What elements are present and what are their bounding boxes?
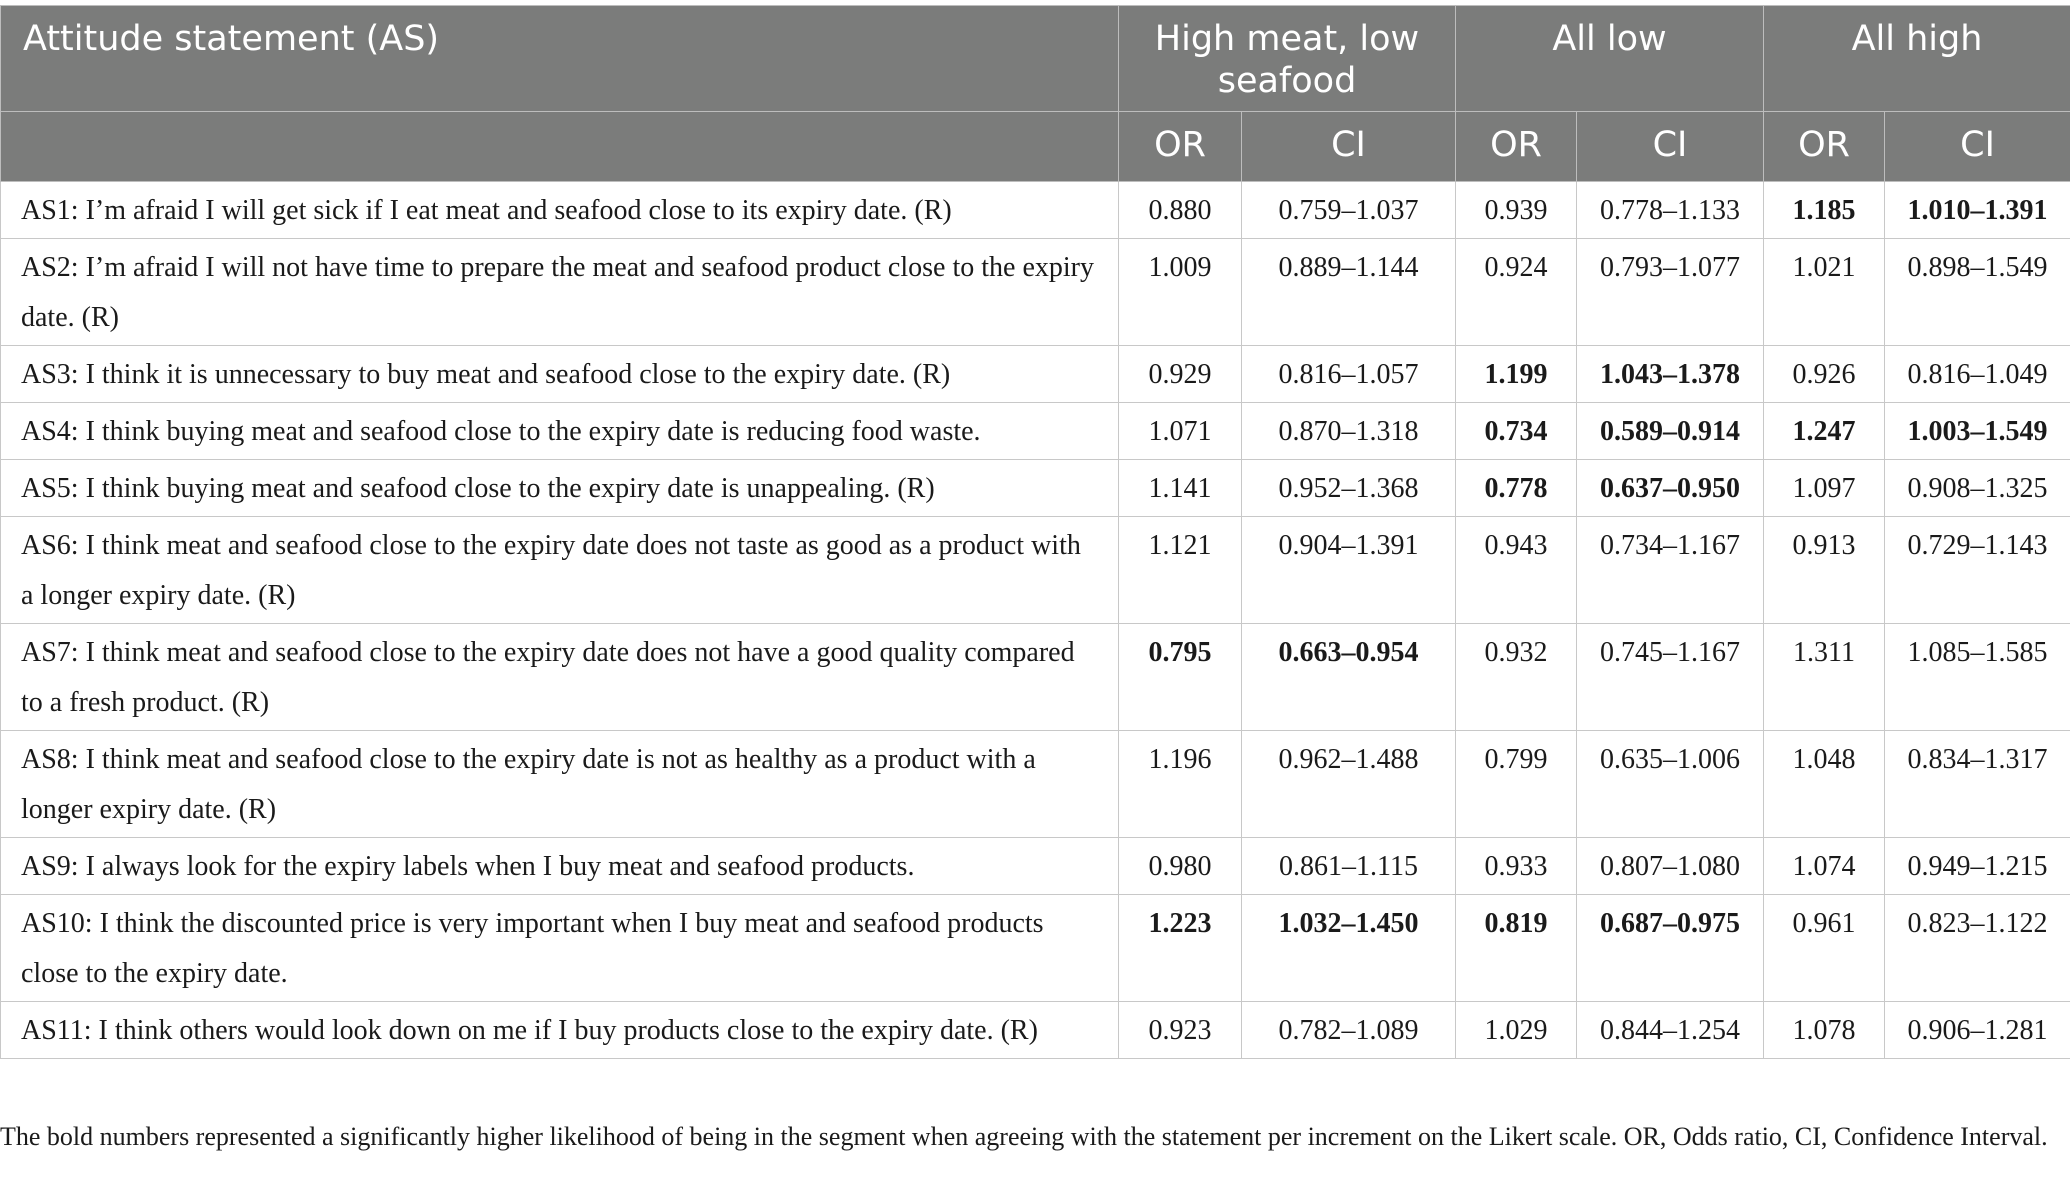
attitude-statement-cell: AS1: I’m afraid I will get sick if I eat meat and seafood close to its expiry date. (R) — [1, 182, 1119, 239]
or-all-high-cell: 1.311 — [1764, 624, 1885, 731]
attitude-statement-cell: AS3: I think it is unnecessary to buy meat and seafood close to the expiry date. (R) — [1, 346, 1119, 403]
ci-all-low-cell: 0.637–0.950 — [1577, 460, 1764, 517]
table-row — [1, 517, 2070, 624]
ci-all-low-cell: 0.778–1.133 — [1577, 182, 1764, 239]
group-header-high-meat-low-seafood: High meat, low seafood — [1119, 6, 1456, 112]
or-all-low-cell: 0.819 — [1456, 895, 1577, 1002]
or-all-high-cell: 0.926 — [1764, 346, 1885, 403]
or-all-high-cell: 1.074 — [1764, 838, 1885, 895]
table-footnote: The bold numbers represented a significantly higher likelihood of being in the segment when agreeing with the statement per increment on the Likert scale. OR, Odds ratio, CI, Confidence Interval. — [0, 1122, 2048, 1151]
ci-all-high-cell: 0.729–1.143 — [1885, 517, 2070, 624]
ci-all-high-cell: 1.085–1.585 — [1885, 624, 2070, 731]
ci-all-low-cell: 0.687–0.975 — [1577, 895, 1764, 1002]
ci-all-high-cell: 1.010–1.391 — [1885, 182, 2070, 239]
ci-high-meat-low-seafood-cell: 0.870–1.318 — [1242, 403, 1456, 460]
attitude-statement-cell: AS4: I think buying meat and seafood close to the expiry date is reducing food waste. — [1, 403, 1119, 460]
ci-column-header: CI — [1577, 112, 1764, 182]
ci-all-high-cell: 0.816–1.049 — [1885, 346, 2070, 403]
ci-column-header: CI — [1885, 112, 2070, 182]
attitude-statement-cell: AS10: I think the discounted price is very important when I buy meat and seafood products close to the expiry date. — [1, 895, 1119, 1002]
or-high-meat-low-seafood-cell: 1.141 — [1119, 460, 1242, 517]
ci-high-meat-low-seafood-cell: 0.861–1.115 — [1242, 838, 1456, 895]
or-all-low-cell: 0.778 — [1456, 460, 1577, 517]
ci-high-meat-low-seafood-cell: 0.759–1.037 — [1242, 182, 1456, 239]
or-all-high-cell: 1.097 — [1764, 460, 1885, 517]
table-row — [1, 731, 2070, 838]
table-row — [1, 460, 2070, 517]
or-all-low-cell: 1.199 — [1456, 346, 1577, 403]
table-row — [1, 838, 2070, 895]
or-all-low-cell: 0.933 — [1456, 838, 1577, 895]
or-high-meat-low-seafood-cell: 1.009 — [1119, 239, 1242, 346]
table-row — [1, 1002, 2070, 1059]
odds-ratio-table — [0, 5, 2070, 1059]
or-column-header: OR — [1119, 112, 1242, 182]
ci-high-meat-low-seafood-cell: 0.904–1.391 — [1242, 517, 1456, 624]
or-all-high-cell: 1.048 — [1764, 731, 1885, 838]
attitude-statement-cell: AS8: I think meat and seafood close to the expiry date is not as healthy as a product with a longer expiry date. (R) — [1, 731, 1119, 838]
ci-high-meat-low-seafood-cell: 0.782–1.089 — [1242, 1002, 1456, 1059]
or-column-header: OR — [1764, 112, 1885, 182]
table-row — [1, 403, 2070, 460]
ci-all-low-cell: 0.589–0.914 — [1577, 403, 1764, 460]
ci-all-low-cell: 0.734–1.167 — [1577, 517, 1764, 624]
ci-all-low-cell: 1.043–1.378 — [1577, 346, 1764, 403]
ci-all-high-cell: 0.906–1.281 — [1885, 1002, 2070, 1059]
or-high-meat-low-seafood-cell: 0.929 — [1119, 346, 1242, 403]
ci-high-meat-low-seafood-cell: 0.889–1.144 — [1242, 239, 1456, 346]
ci-all-high-cell: 0.834–1.317 — [1885, 731, 2070, 838]
ci-high-meat-low-seafood-cell: 0.816–1.057 — [1242, 346, 1456, 403]
or-all-high-cell: 1.021 — [1764, 239, 1885, 346]
or-all-high-cell: 1.078 — [1764, 1002, 1885, 1059]
or-all-low-cell: 0.943 — [1456, 517, 1577, 624]
ci-high-meat-low-seafood-cell: 0.663–0.954 — [1242, 624, 1456, 731]
ci-all-low-cell: 0.844–1.254 — [1577, 1002, 1764, 1059]
or-all-high-cell: 1.185 — [1764, 182, 1885, 239]
or-high-meat-low-seafood-cell: 1.223 — [1119, 895, 1242, 1002]
or-all-low-cell: 0.734 — [1456, 403, 1577, 460]
attitude-statement-cell: AS9: I always look for the expiry labels when I buy meat and seafood products. — [1, 838, 1119, 895]
attitude-statement-cell: AS7: I think meat and seafood close to the expiry date does not have a good quality compared to a fresh product. (R) — [1, 624, 1119, 731]
or-all-high-cell: 0.913 — [1764, 517, 1885, 624]
or-high-meat-low-seafood-cell: 0.795 — [1119, 624, 1242, 731]
ci-column-header: CI — [1242, 112, 1456, 182]
attitude-statement-cell: AS6: I think meat and seafood close to the expiry date does not taste as good as a product with a longer expiry date. (R) — [1, 517, 1119, 624]
attitude-statement-cell: AS2: I’m afraid I will not have time to prepare the meat and seafood product close to the expiry date. (R) — [1, 239, 1119, 346]
header-row-groups — [1, 6, 2070, 112]
ci-all-high-cell: 0.908–1.325 — [1885, 460, 2070, 517]
ci-all-low-cell: 0.807–1.080 — [1577, 838, 1764, 895]
ci-all-low-cell: 0.793–1.077 — [1577, 239, 1764, 346]
or-all-low-cell: 1.029 — [1456, 1002, 1577, 1059]
table-row — [1, 239, 2070, 346]
header-row-measures — [1, 112, 2070, 182]
or-high-meat-low-seafood-cell: 0.880 — [1119, 182, 1242, 239]
table-body — [1, 182, 2070, 1059]
group-header-all-low: All low — [1456, 6, 1764, 112]
or-all-low-cell: 0.932 — [1456, 624, 1577, 731]
table-row — [1, 346, 2070, 403]
table-row — [1, 895, 2070, 1002]
statement-subheader-blank — [1, 112, 1119, 182]
ci-high-meat-low-seafood-cell: 0.962–1.488 — [1242, 731, 1456, 838]
attitude-statement-cell: AS11: I think others would look down on me if I buy products close to the expiry date. (R) — [1, 1002, 1119, 1059]
or-high-meat-low-seafood-cell: 0.923 — [1119, 1002, 1242, 1059]
ci-all-high-cell: 0.898–1.549 — [1885, 239, 2070, 346]
or-all-low-cell: 0.924 — [1456, 239, 1577, 346]
ci-all-high-cell: 0.949–1.215 — [1885, 838, 2070, 895]
group-header-all-high: All high — [1764, 6, 2070, 112]
table-row — [1, 182, 2070, 239]
or-all-low-cell: 0.799 — [1456, 731, 1577, 838]
or-high-meat-low-seafood-cell: 0.980 — [1119, 838, 1242, 895]
attitude-statement-cell: AS5: I think buying meat and seafood close to the expiry date is unappealing. (R) — [1, 460, 1119, 517]
or-all-low-cell: 0.939 — [1456, 182, 1577, 239]
or-high-meat-low-seafood-cell: 1.196 — [1119, 731, 1242, 838]
or-column-header: OR — [1456, 112, 1577, 182]
or-all-high-cell: 1.247 — [1764, 403, 1885, 460]
ci-all-low-cell: 0.745–1.167 — [1577, 624, 1764, 731]
ci-high-meat-low-seafood-cell: 0.952–1.368 — [1242, 460, 1456, 517]
or-all-high-cell: 0.961 — [1764, 895, 1885, 1002]
ci-high-meat-low-seafood-cell: 1.032–1.450 — [1242, 895, 1456, 1002]
table-row — [1, 624, 2070, 731]
ci-all-high-cell: 0.823–1.122 — [1885, 895, 2070, 1002]
statement-column-header: Attitude statement (AS) — [1, 6, 1119, 112]
ci-all-high-cell: 1.003–1.549 — [1885, 403, 2070, 460]
ci-all-low-cell: 0.635–1.006 — [1577, 731, 1764, 838]
or-high-meat-low-seafood-cell: 1.071 — [1119, 403, 1242, 460]
or-high-meat-low-seafood-cell: 1.121 — [1119, 517, 1242, 624]
